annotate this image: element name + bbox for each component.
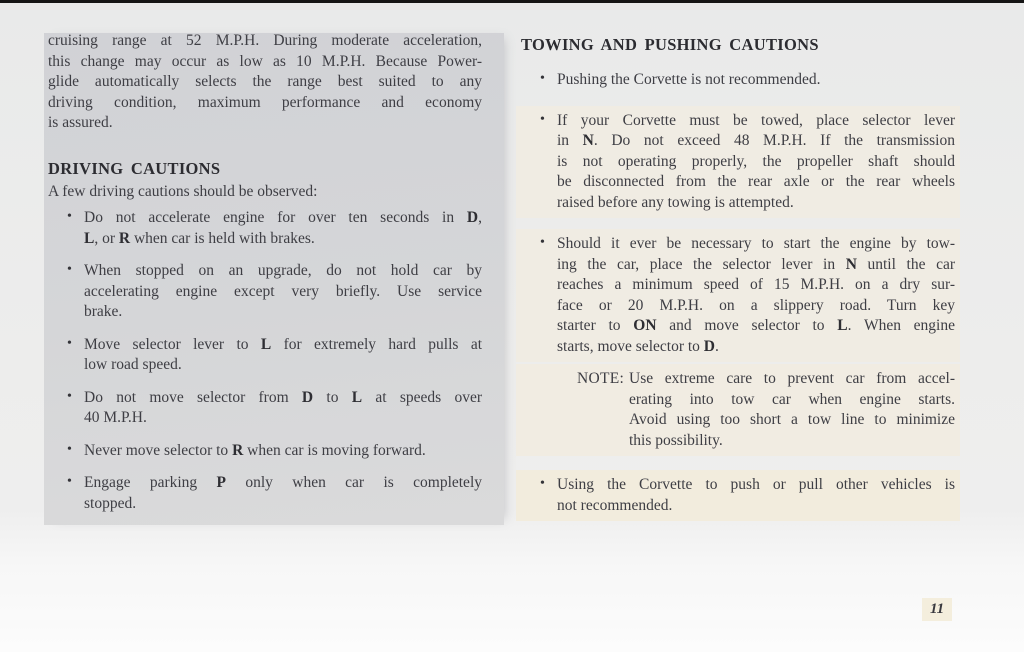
text-line: Do not move selector from D to L at speeds over bbox=[84, 388, 482, 406]
section-heading: DRIVING CAUTIONS bbox=[48, 158, 221, 178]
text-line: in N. Do not exceed 48 M.P.H. If the transmission bbox=[557, 132, 955, 149]
bullet-dot-icon: • bbox=[67, 209, 72, 224]
text-line: Using the Corvette to push or pull other vehicles is bbox=[557, 476, 955, 493]
text-line: L, or R when car is held with brakes. bbox=[84, 229, 315, 247]
text-line: raised before any towing is attempted. bbox=[557, 193, 794, 211]
text-line: A few driving cautions should be observed: bbox=[48, 182, 318, 200]
text-line: Use extreme care to prevent car from accel- bbox=[629, 370, 955, 387]
text-line: Pushing the Corvette is not recommended. bbox=[557, 71, 821, 88]
text-line: Should it ever be necessary to start the engine by tow- bbox=[557, 235, 955, 252]
text-line: erating into tow car when engine starts. bbox=[629, 390, 955, 408]
text-line: When stopped on an upgrade, do not hold car by bbox=[84, 262, 482, 279]
bullet-item bbox=[48, 261, 482, 323]
note-block bbox=[521, 369, 955, 451]
bullet-item bbox=[521, 475, 955, 516]
text-line: If your Corvette must be towed, place selector lever bbox=[557, 111, 955, 129]
right-column bbox=[521, 31, 955, 516]
bullet-dot-icon: • bbox=[540, 476, 545, 491]
text-line: Do not accelerate engine for over ten seconds in D, bbox=[84, 209, 482, 226]
bullet-dot-icon: • bbox=[540, 111, 545, 127]
text-line: Move selector lever to L for extremely hard pulls at bbox=[84, 335, 483, 353]
bullet-item bbox=[48, 388, 482, 429]
bullet-item bbox=[521, 234, 955, 357]
text-line: accelerating engine except very briefly. Use service bbox=[84, 282, 482, 300]
bullet-dot-icon: • bbox=[67, 388, 72, 404]
bullet-dot-icon: • bbox=[67, 441, 72, 457]
text-line: is not operating properly, the propeller shaft should bbox=[557, 152, 955, 170]
text-line: low road speed. bbox=[84, 356, 182, 373]
text-line: Never move selector to R when car is moving forward. bbox=[84, 441, 426, 459]
text-line: driving condition, maximum performance and economy bbox=[48, 93, 482, 111]
text-line: glide automatically selects the range best suited to any bbox=[48, 73, 482, 90]
text-line: not recommended. bbox=[557, 496, 673, 514]
text-line: starts, move selector to D. bbox=[557, 337, 719, 355]
text-line: Avoid using too short a tow line to minimize bbox=[629, 411, 955, 428]
bullet-dot-icon: • bbox=[67, 262, 72, 277]
bullet-item bbox=[521, 70, 955, 91]
text-line: be disconnected from the rear axle or the rear wheels bbox=[557, 173, 955, 190]
note-label: NOTE: bbox=[577, 370, 625, 387]
text-line: Engage parking P only when car is completely bbox=[84, 474, 482, 491]
text-line: face or 20 M.P.H. on a slippery road. Turn key bbox=[557, 296, 955, 314]
paragraph bbox=[48, 31, 482, 134]
bullet-item bbox=[48, 441, 482, 462]
text-line: this change may occur as low as 10 M.P.H. Because Power- bbox=[48, 52, 482, 70]
bullet-item bbox=[48, 208, 482, 249]
paragraph bbox=[48, 182, 482, 203]
text-line: 40 M.P.H. bbox=[84, 409, 147, 426]
section-heading: TOWING AND PUSHING CAUTIONS bbox=[521, 35, 819, 54]
bullet-item bbox=[48, 335, 482, 376]
text-line: ing the car, place the selector lever in N until the car bbox=[557, 255, 956, 273]
bullet-item bbox=[521, 111, 955, 214]
bullet-dot-icon: • bbox=[540, 71, 545, 86]
bullet-item bbox=[48, 473, 482, 514]
page-top-edge-line bbox=[0, 0, 1024, 3]
text-line: is assured. bbox=[48, 114, 113, 131]
text-line: reaches a minimum speed of 15 M.P.H. on a dry sur- bbox=[557, 276, 955, 293]
text-line: stopped. bbox=[84, 494, 137, 512]
bullet-dot-icon: • bbox=[67, 335, 72, 351]
bullet-dot-icon: • bbox=[67, 474, 72, 489]
left-column bbox=[48, 31, 482, 514]
bullet-dot-icon: • bbox=[540, 235, 545, 250]
page-number: 11 bbox=[922, 598, 952, 621]
text-line: this possibility. bbox=[629, 431, 723, 449]
text-line: brake. bbox=[84, 303, 123, 320]
text-line: starter to ON and move selector to L. When engine bbox=[557, 317, 955, 334]
text-line: cruising range at 52 M.P.H. During moderate acceleration, bbox=[48, 32, 482, 49]
